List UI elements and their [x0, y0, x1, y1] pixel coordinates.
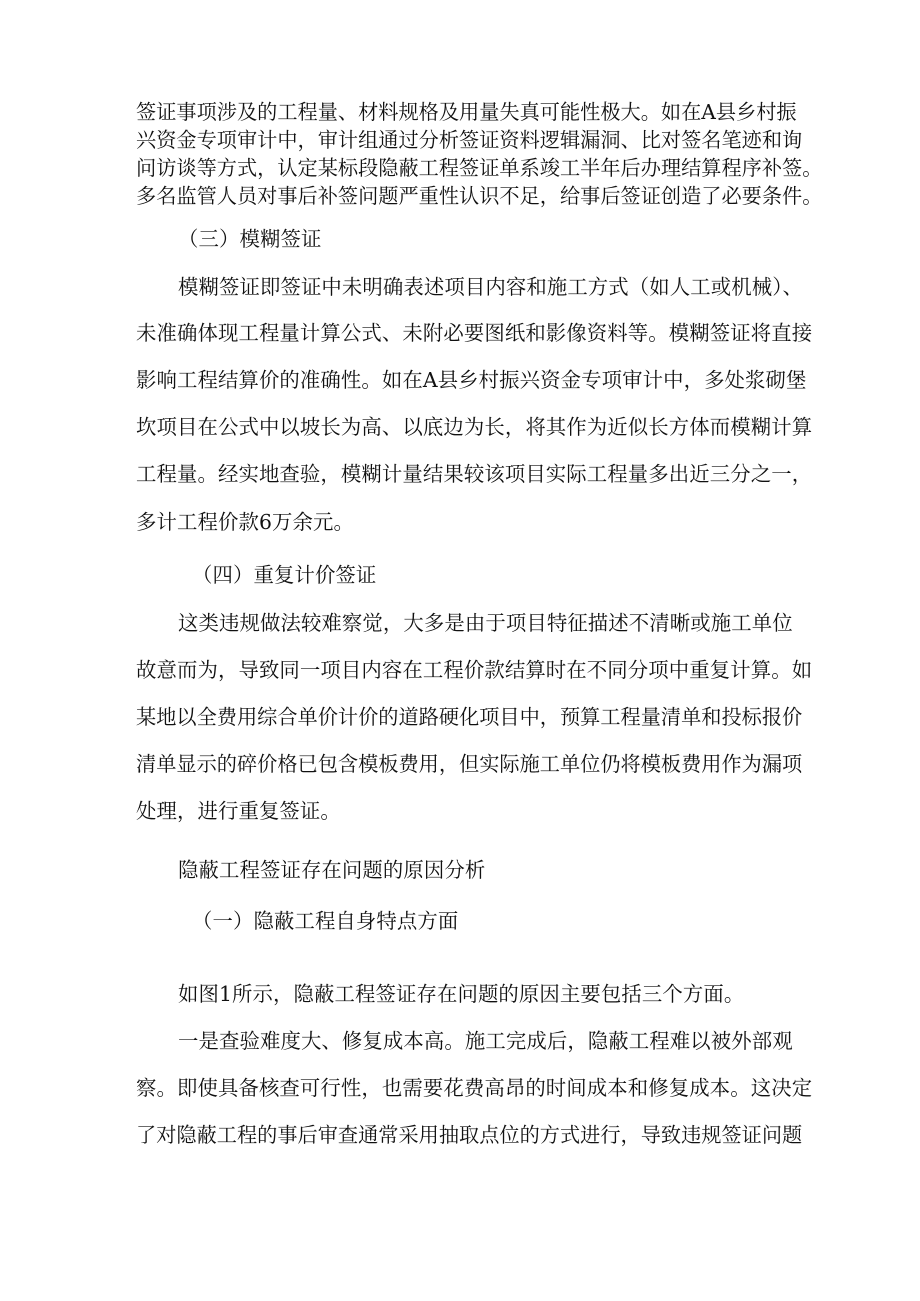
paragraph-2-line-1: 模糊签证即签证中未明确表述项目内容和施工方式（如人工或机械）、 — [178, 275, 804, 299]
paragraph-3-line-5: 处理，进行重复签证。 — [136, 799, 341, 823]
paragraph-1-line-4: 多名监管人员对事后补签问题严重性认识不足，给事后签证创造了必要条件。 — [136, 184, 823, 208]
paragraph-1-line-3: 问访谈等方式，认定某标段隐蔽工程签证单系竣工半年后办理结算程序补签。 — [136, 156, 823, 180]
paragraph-2-line-6: 多计工程价款6万余元。 — [136, 510, 354, 534]
paragraph-2-line-2: 未准确体现工程量计算公式、未附必要图纸和影像资料等。模糊签证将直接 — [136, 321, 813, 345]
main-heading: 隐蔽工程签证存在问题的原因分析 — [178, 858, 486, 882]
paragraph-5-line-1: 一是查验难度大、修复成本高。施工完成后，隐蔽工程难以被外部观 — [178, 1029, 793, 1053]
paragraph-1-line-2: 兴资金专项审计中，审计组通过分析签证资料逻辑漏洞、比对签名笔迹和询 — [136, 128, 803, 152]
section-3-heading: （三）模糊签证 — [178, 227, 322, 251]
paragraph-3-line-1: 这类违规做法较难察觉，大多是由于项目特征描述不清晰或施工单位 — [178, 611, 793, 635]
paragraph-3-line-4: 清单显示的碎价格已包含模板费用，但实际施工单位仍将模板费用作为漏项 — [136, 752, 803, 776]
section-1-heading: （一）隐蔽工程自身特点方面 — [192, 909, 459, 933]
paragraph-1-line-1: 签证事项涉及的工程量、材料规格及用量失真可能性极大。如在A县乡村振 — [136, 100, 797, 124]
paragraph-3-line-2: 故意而为，导致同一项目内容在工程价款结算时在不同分项中重复计算。如 — [136, 658, 813, 682]
section-4-heading: （四）重复计价签证 — [192, 563, 377, 587]
paragraph-3-line-3: 某地以全费用综合单价计价的道路硬化项目中，预算工程量清单和投标报价 — [136, 705, 803, 729]
paragraph-4: 如图1所示，隐蔽工程签证存在问题的原因主要包括三个方面。 — [178, 982, 745, 1006]
paragraph-5-line-2: 察。即使具备核查可行性，也需要花费高昂的时间成本和修复成本。这决定 — [136, 1076, 813, 1100]
paragraph-2-line-4: 坎项目在公式中以坡长为高、以底边为长，将其作为近似长方体而模糊计算 — [136, 415, 813, 439]
paragraph-2-line-5: 工程量。经实地查验，模糊计量结果较该项目实际工程量多出近三分之一， — [136, 462, 813, 486]
paragraph-2-line-3: 影响工程结算价的准确性。如在A县乡村振兴资金专项审计中，多处浆砌堡 — [136, 368, 807, 392]
paragraph-5-line-3: 了对隐蔽工程的事后审查通常采用抽取点位的方式进行，导致违规签证问题 — [136, 1123, 803, 1147]
